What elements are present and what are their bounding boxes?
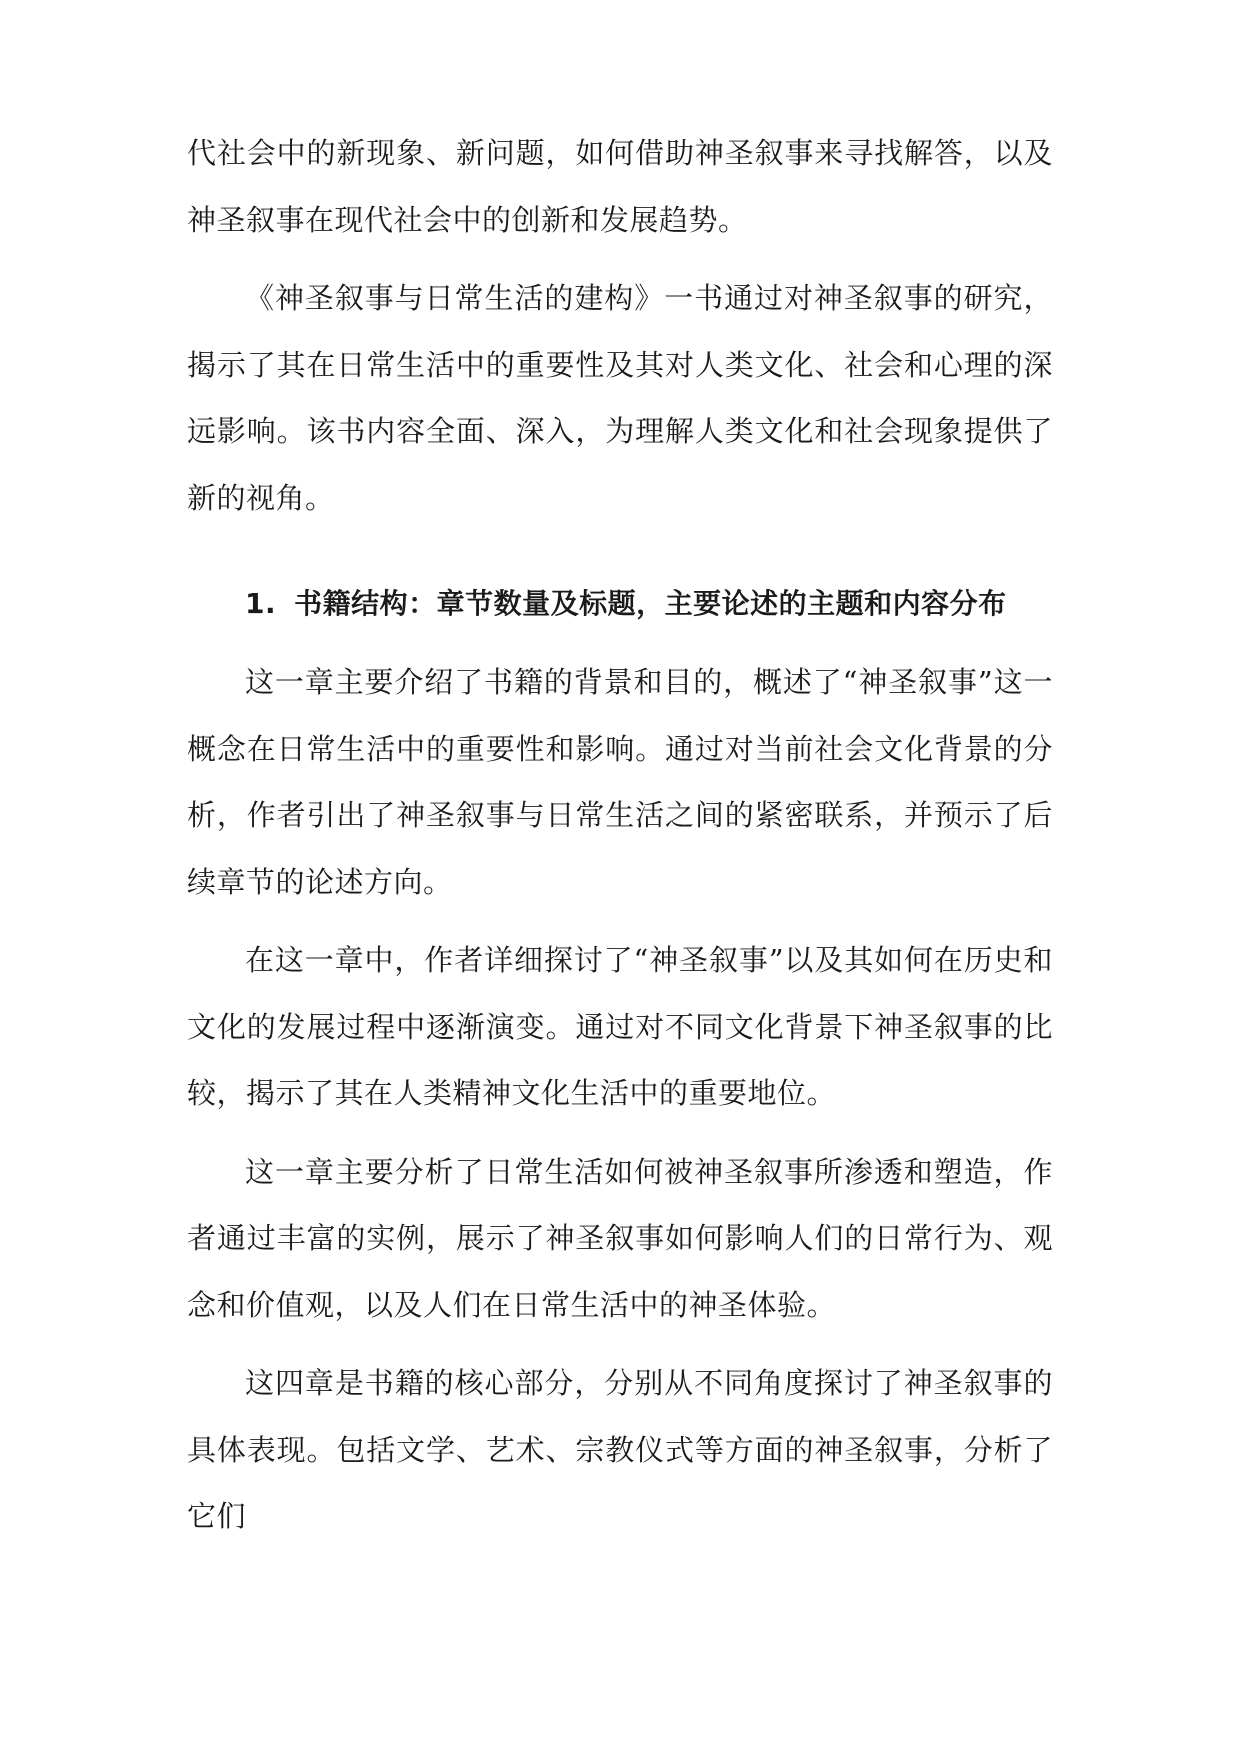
- section-heading: [187, 571, 1053, 637]
- paragraph-book-summary: 《神圣叙事与日常生活的建构》一书通过对神圣叙事的研究，揭示了其在日常生活中的重要性及其对人类文化、社会和心理的深远影响。该书内容全面、深入，为理解人类文化和社会现象提供了新的视角。: [187, 281, 1053, 515]
- paragraph-chapter-intro: 这一章主要介绍了书籍的背景和目的，概述了“神圣叙事”这一概念在日常生活中的重要性和影响。通过对当前社会文化背景的分析，作者引出了神圣叙事与日常生活之间的紧密联系，并预示了后续章节的论述方向。: [187, 665, 1053, 899]
- paragraph-chapter-history: 在这一章中，作者详细探讨了“神圣叙事”以及其如何在历史和文化的发展过程中逐渐演变。通过对不同文化背景下神圣叙事的比较，揭示了其在人类精神文化生活中的重要地位。: [187, 943, 1053, 1110]
- section-number: 1.: [245, 587, 277, 620]
- section-title: 书籍结构：章节数量及标题，主要论述的主题和内容分布: [294, 587, 1007, 620]
- document-page: [187, 120, 1053, 1562]
- paragraph-continuation: 代社会中的新现象、新问题，如何借助神圣叙事来寻找解答，以及神圣叙事在现代社会中的创新和发展趋势。: [187, 136, 1053, 237]
- paragraph-chapter-daily-life: 这一章主要分析了日常生活如何被神圣叙事所渗透和塑造，作者通过丰富的实例，展示了神圣叙事如何影响人们的日常行为、观念和价值观，以及人们在日常生活中的神圣体验。: [187, 1154, 1053, 1322]
- paragraph-core-chapters: 这四章是书籍的核心部分，分别从不同角度探讨了神圣叙事的具体表现。包括文学、艺术、宗教仪式等方面的神圣叙事，分析了它们: [187, 1366, 1053, 1533]
